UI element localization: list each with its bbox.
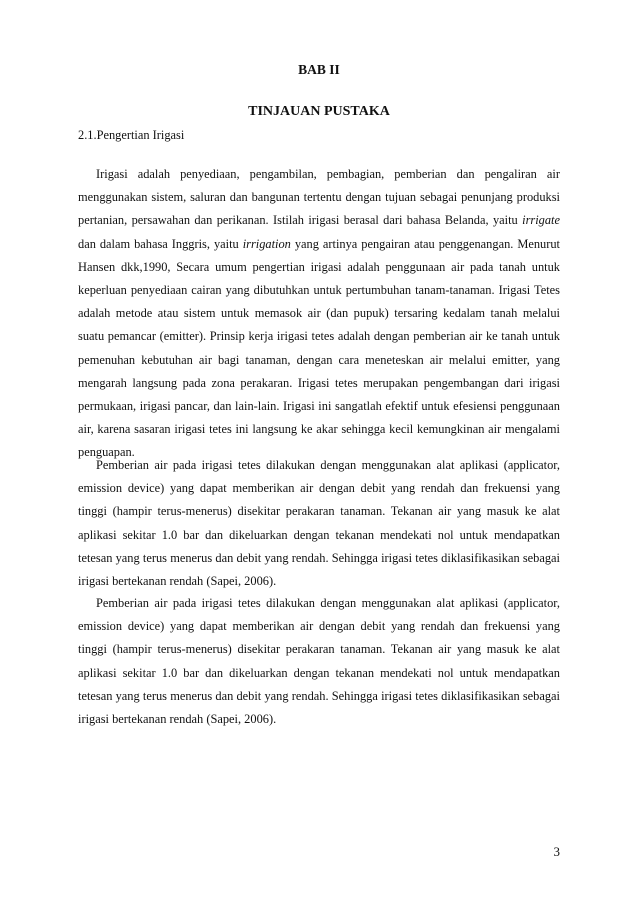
document-page <box>78 0 560 903</box>
paragraph-2: Pemberian air pada irigasi tetes dilakukan dengan menggunakan alat aplikasi (applicator, emission device) yang dapat memberikan air dengan debit yang rendah dan frekuensi yang tinggi (hampir terus-menerus) disekitar perakaran tanaman. Tekanan air yang masuk ke alat aplikasi sekitar 1.0 bar dan dikeluarkan dengan tekanan mendekati nol untuk mendapatkan tetesan yang terus menerus dan debit yang rendah. Sehingga irigasi tetes diklasifikasikan sebagai irigasi bertekanan rendah (Sapei, 2006). <box>78 458 560 589</box>
term-irrigate: irrigate <box>522 213 560 228</box>
page-number: 3 <box>553 844 560 859</box>
section-heading: 2.1.Pengertian Irigasi <box>78 128 185 142</box>
chapter-title: TINJAUAN PUSTAKA <box>248 104 390 119</box>
paragraph-1 <box>78 163 560 465</box>
chapter-label: BAB II <box>298 62 340 77</box>
paragraph-1-text-b: dan dalam bahasa Inggris, yaitu <box>78 236 243 251</box>
paragraph-3: Pemberian air pada irigasi tetes dilakukan dengan menggunakan alat aplikasi (applicator, emission device) yang dapat memberikan air dengan debit yang rendah dan frekuensi yang tinggi (hampir terus-menerus) disekitar perakaran tanaman. Tekanan air yang masuk ke alat aplikasi sekitar 1.0 bar dan dikeluarkan dengan tekanan mendekati nol untuk mendapatkan tetesan yang terus menerus dan debit yang rendah. Sehingga irigasi tetes diklasifikasikan sebagai irigasi bertekanan rendah (Sapei, 2006). <box>78 596 560 727</box>
paragraph-1-text-c: yang artinya pengairan atau penggenangan. Menurut Hansen dkk,1990, Secara umum pengertian irigasi adalah penggunaan air pada tanah untuk keperluan penyediaan cairan yang dibutuhkan untuk pertumbuhan tanam-tanaman. Irigasi Tetes adalah metode atau sistem untuk memasok air (dan pupuk) tersaring kedalam tanah melalui suatu pemancar (emitter). Prinsip kerja irigasi tetes adalah dengan pemberian air ke tanah untuk pemenuhan kebutuhan air bagi tanaman, dengan cara meneteskan air melalui emitter, yang mengarah langsung pada zona perakaran. Irigasi tetes merupakan pengembangan dari irigasi permukaan, irigasi pancar, dan lain-lain. Irigasi ini sangatlah efektif untuk efesiensi penggunaan air, karena sasaran irigasi tetes ini langsung ke akar sehingga kecil kemungkinan air mengalami penguapan. <box>78 236 560 460</box>
paragraph-1-text-a: Irigasi adalah penyediaan, pengambilan, pembagian, pemberian dan pengaliran air menggunakan sistem, saluran dan bangunan tertentu dengan tujuan sebagai penunjang produksi pertanian, persawahan dan perikanan. Istilah irigasi berasal dari bahasa Belanda, yaitu <box>78 167 560 228</box>
term-irrigation: irrigation <box>242 236 291 251</box>
